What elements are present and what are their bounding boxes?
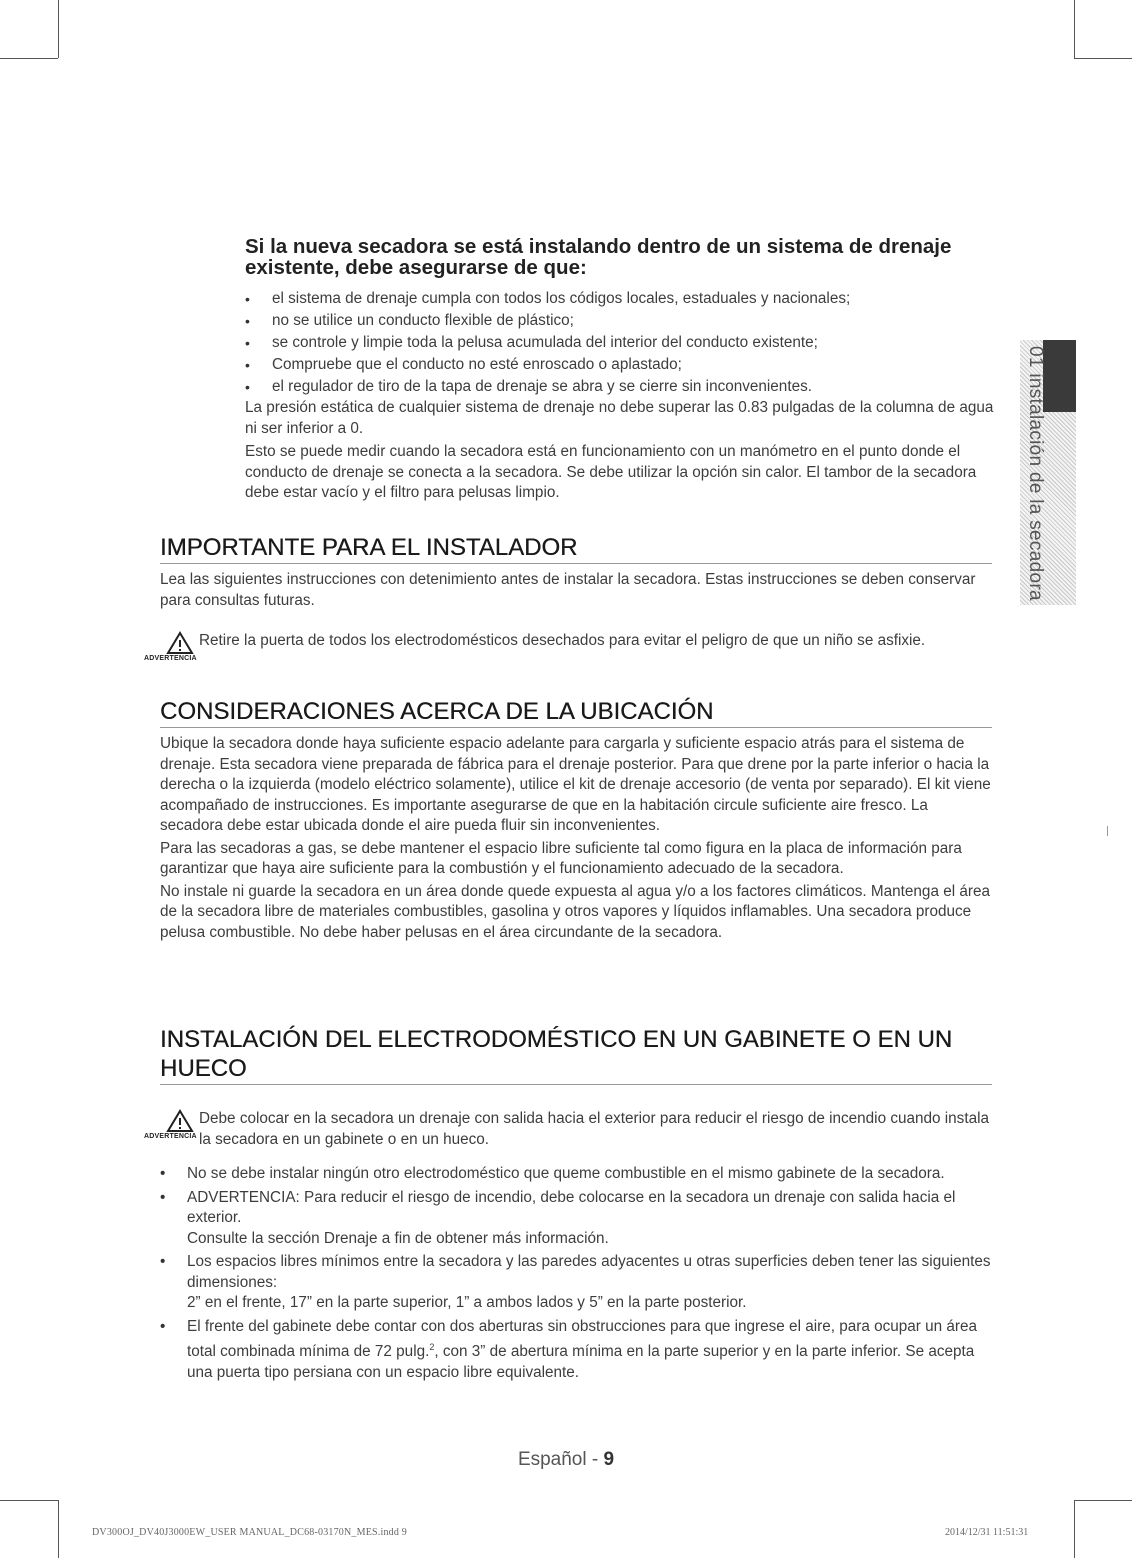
- list-item: [160, 1164, 992, 1185]
- date-imprint: 2014/12/31 11:51:31: [945, 1527, 1029, 1538]
- crop-mark: [1074, 58, 1132, 59]
- warning-label: ADVERTENCIA: [144, 1133, 197, 1140]
- section-title: IMPORTANTE PARA EL INSTALADOR: [160, 533, 992, 564]
- section-title: CONSIDERACIONES ACERCA DE LA UBICACIÓN: [160, 697, 992, 728]
- crop-mark: [0, 58, 58, 59]
- list-item-text: No se debe instalar ningún otro electrodoméstico que queme combustible en el mismo gabinete de la secadora.: [187, 1165, 945, 1182]
- intro-bullet-list: [245, 288, 1005, 398]
- intro-paragraph: Esto se puede medir cuando la secadora está en funcionamiento con un manómetro en el punto donde el conducto de drenaje se conecta a la secadora. Se debe utilizar la opción sin calor. El tambor de la secadora debe estar vacío y el filtro para pelusas limpio.: [245, 443, 977, 501]
- page-label: Español -: [517, 1449, 604, 1470]
- list-item: [160, 1188, 992, 1250]
- warning-label: ADVERTENCIA: [144, 655, 197, 662]
- warning-triangle-icon: [166, 631, 194, 655]
- page-number-footer: [0, 1449, 1132, 1471]
- crop-mark: [58, 0, 59, 58]
- section-ubicacion: [160, 697, 992, 943]
- list-item-text: Los espacios libres mínimos entre la secadora y las paredes adyacentes u otras superficies deben tener las siguientes dimensiones:: [187, 1253, 991, 1291]
- list-item: • Compruebe que el conducto no esté enroscado o aplastado;: [245, 354, 1005, 376]
- list-item: • no se utilice un conducto flexible de plástico;: [245, 310, 1005, 332]
- warning-triangle-icon: [166, 1109, 194, 1133]
- section-importante: [144, 533, 992, 662]
- section-paragraph: Ubique la secadora donde haya suficiente espacio adelante para cargarla y suficiente espacio atrás para el sistema de drenaje. Esta secadora viene preparada de fábrica para el drenaje posterior. Para que drene por la parte inferior o hacia la derecha o la izquierda (modelo eléctrico solamente), utilice el kit de drenaje accesorio (de venta por separado). El kit viene acompañado de instrucciones. Es importante asegurarse de que en la habitación circule suficiente aire fresco. La secadora debe estar ubicada donde el aire pueda fluir sin inconvenientes.: [160, 735, 991, 834]
- warning-notice: [144, 631, 992, 662]
- list-item: [160, 1317, 992, 1384]
- crop-mark: [1074, 1500, 1132, 1501]
- intro-block: [245, 236, 1005, 504]
- list-item: • el regulador de tiro de la tapa de drenaje se abra y se cierre sin inconvenientes.: [245, 376, 1005, 398]
- section-paragraph: No instale ni guarde la secadora en un área donde quede expuesta al agua y/o a los factores climáticos. Mantenga el área de la secadora libre de materiales combustibles, gasolina y otros vapores y líquidos inflamables. Una secadora produce pelusa combustible. No debe haber pelusas en el área circundante de la secadora.: [160, 882, 990, 941]
- intro-paragraph: La presión estática de cualquier sistema de drenaje no debe superar las 0.83 pulgadas de la columna de agua ni ser inferior a 0.: [245, 399, 994, 437]
- gabinete-bullet-list: [160, 1164, 992, 1383]
- section-paragraph: Lea las siguientes instrucciones con detenimiento antes de instalar la secadora. Estas instrucciones se deben conservar para consultas futuras.: [160, 571, 976, 609]
- list-item-text: El frente del gabinete debe contar con dos aberturas sin obstrucciones para que ingrese el aire, para ocupar un área total combinada mínima de 72 pulg.: [187, 1317, 977, 1361]
- section-paragraph: Para las secadoras a gas, se debe mantener el espacio libre suficiente tal como figura en la placa de información para garantizar que haya aire suficiente para la combustión y el funcionamiento adecuado de la secadora.: [160, 839, 962, 877]
- crop-mark: [58, 1500, 59, 1558]
- section-gabinete: [144, 1025, 992, 1386]
- warning-text: Debe colocar en la secadora un drenaje con salida hacia el exterior para reducir el riesgo de incendio cuando instala la secadora en un gabinete o en un hueco.: [199, 1110, 989, 1148]
- list-item: • se controle y limpie toda la pelusa acumulada del interior del conducto existente;: [245, 332, 1005, 354]
- warning-text: Retire la puerta de todos los electrodomésticos desechados para evitar el peligro de que un niño se asfixie.: [199, 632, 926, 649]
- crop-mark: [0, 1500, 58, 1501]
- list-item: • el sistema de drenaje cumpla con todos los códigos locales, estaduales y nacionales;: [245, 288, 1005, 310]
- page-number: 9: [603, 1449, 615, 1470]
- list-item-extra: 2” en el frente, 17” en la parte superior, 1” a ambos lados y 5” en la parte posterior.: [187, 1294, 747, 1311]
- list-item: [160, 1252, 992, 1314]
- registration-mark: [1107, 826, 1108, 836]
- intro-title: Si la nueva secadora se está instalando dentro de un sistema de drenaje existente, debe asegurarse de que:: [245, 235, 952, 279]
- superscript: 2: [429, 1342, 435, 1352]
- list-item-text: ADVERTENCIA: Para reducir el riesgo de incendio, debe colocarse en la secadora un drenaje con salida hacia el exterior.: [187, 1188, 956, 1226]
- section-title: INSTALACIÓN DEL ELECTRODOMÉSTICO EN UN GABINETE O EN UN HUECO: [160, 1025, 992, 1085]
- list-item-extra: Consulte la sección Drenaje a fin de obtener más información.: [187, 1229, 609, 1247]
- crop-mark: [1074, 0, 1075, 58]
- list-item-text: , con 3” de abertura mínima en la parte superior y en la parte inferior. Se acepta una puerta tipo persiana con un espacio libre equivalente.: [187, 1343, 975, 1381]
- file-imprint: DV300OJ_DV40J3000EW_USER MANUAL_DC68-03170N_MES.indd 9: [92, 1527, 407, 1538]
- crop-mark: [1074, 1500, 1075, 1558]
- warning-notice: [144, 1109, 992, 1150]
- chapter-side-tab-label: 01 instalación de la secadora: [1025, 346, 1046, 601]
